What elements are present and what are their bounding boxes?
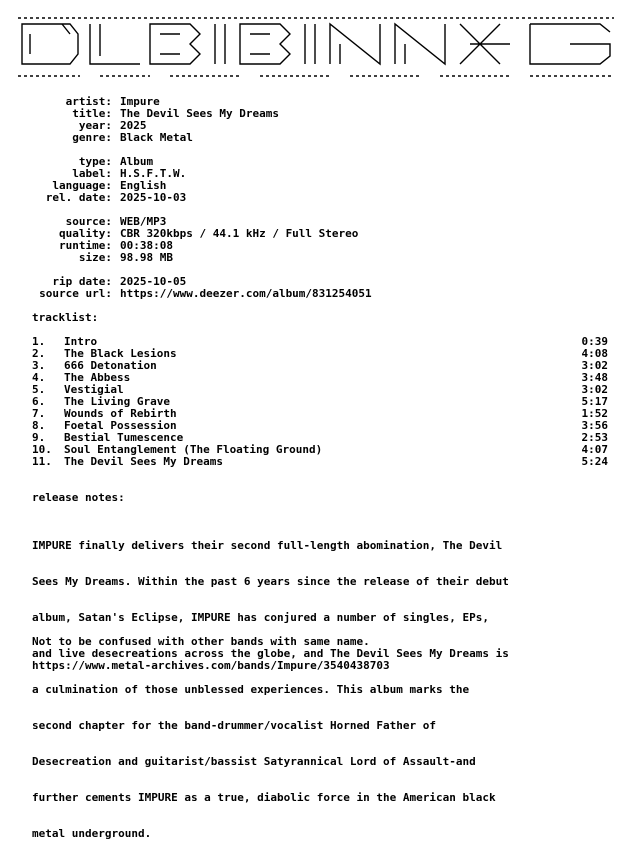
info-value-size: 98.98 MB [120,251,173,264]
info-label-year: year: [78,119,112,132]
info-value-title: The Devil Sees My Dreams [120,107,279,120]
track-number: 9. [32,431,46,444]
track-duration: 3:02 [581,383,608,396]
track-duration: 4:08 [581,347,608,360]
track-number: 2. [32,347,46,360]
track-title: The Devil Sees My Dreams [64,455,223,468]
info-label-rel-date: rel. date: [45,191,112,204]
track-title: The Living Grave [64,395,170,408]
release-notes-line: album, Satan's Eclipse, IMPURE has conjured a number of singles, EPs, [32,611,489,624]
info-label-genre: genre: [72,131,112,144]
track-duration: 3:48 [581,371,608,384]
release-notes-line: metal underground. [32,827,152,840]
info-label-source: source: [65,215,112,228]
track-number: 1. [32,335,46,348]
info-label-title: title: [72,107,112,120]
release-notes-line: and live desecreations across the globe, and The Devil Sees My Dreams is [32,647,509,660]
track-number: 7. [32,407,46,420]
release-notes-heading: release notes: [32,491,125,504]
info-value-source-url[interactable]: https://www.deezer.com/album/831254051 [120,287,372,300]
disambiguation-note: Not to be confused with other bands with same name. [32,635,370,648]
track-number: 10. [32,443,52,456]
track-duration: 0:39 [581,335,608,348]
track-number: 8. [32,419,46,432]
track-title: Intro [64,335,98,348]
info-value-source: WEB/MP3 [120,215,167,228]
release-notes-line: further cements IMPURE as a true, diabolic force in the American black [32,791,496,804]
track-duration: 3:56 [581,419,608,432]
track-title: Wounds of Rebirth [64,407,177,420]
metal-archives-link[interactable]: https://www.metal-archives.com/bands/Impure/3540438703 [32,659,390,672]
track-duration: 1:52 [581,407,608,420]
track-title: Foetal Possession [64,419,177,432]
info-value-artist: Impure [120,95,160,108]
info-value-runtime: 00:38:08 [120,239,173,252]
info-value-genre: Black Metal [120,131,193,144]
track-duration: 3:02 [581,359,608,372]
track-title: The Abbess [64,371,131,384]
track-number: 6. [32,395,46,408]
info-value-label: H.S.F.T.W. [120,167,187,180]
track-duration: 5:17 [581,395,608,408]
release-notes-line: Desecreation and guitarist/bassist Satyrannical Lord of Assault-and [32,755,476,768]
info-label-language: language: [52,179,112,192]
track-number: 3. [32,359,46,372]
track-number: 5. [32,383,46,396]
release-notes-line: second chapter for the band-drummer/vocalist Horned Father of [32,719,436,732]
info-label-quality: quality: [59,227,112,240]
info-label-runtime: runtime: [59,239,112,252]
release-notes-line: a culmination of those unblessed experiences. This album marks the [32,683,470,696]
info-value-year: 2025 [120,119,147,132]
tracklist-heading: tracklist: [32,311,99,324]
ascii-banner-logo [0,14,632,84]
release-notes-line: IMPURE finally delivers their second full-length abomination, The Devil [32,539,503,552]
info-label-label: label: [72,167,112,180]
track-title: The Black Lesions [64,347,177,360]
info-label-source-url: source url: [39,287,112,300]
track-duration: 2:53 [581,431,608,444]
info-label-type: type: [78,155,112,168]
track-title: Bestial Tumescence [64,431,184,444]
info-label-artist: artist: [65,95,112,108]
track-title: 666 Detonation [64,359,157,372]
track-title: Vestigial [64,383,124,396]
info-value-type: Album [120,155,154,168]
info-value-rip-date: 2025-10-05 [120,275,187,288]
info-value-rel-date: 2025-10-03 [120,191,187,204]
track-number: 11. [32,455,52,468]
track-title: Soul Entanglement (The Floating Ground) [64,443,323,456]
track-duration: 5:24 [581,455,608,468]
info-value-quality: CBR 320kbps / 44.1 kHz / Full Stereo [120,227,359,240]
info-label-rip-date: rip date: [52,275,112,288]
release-notes-line: Sees My Dreams. Within the past 6 years since the release of their debut [32,575,509,588]
info-label-size: size: [78,251,112,264]
release-notes-body [32,516,612,864]
info-value-language: English [120,179,167,192]
track-duration: 4:07 [581,443,608,456]
track-number: 4. [32,371,46,384]
